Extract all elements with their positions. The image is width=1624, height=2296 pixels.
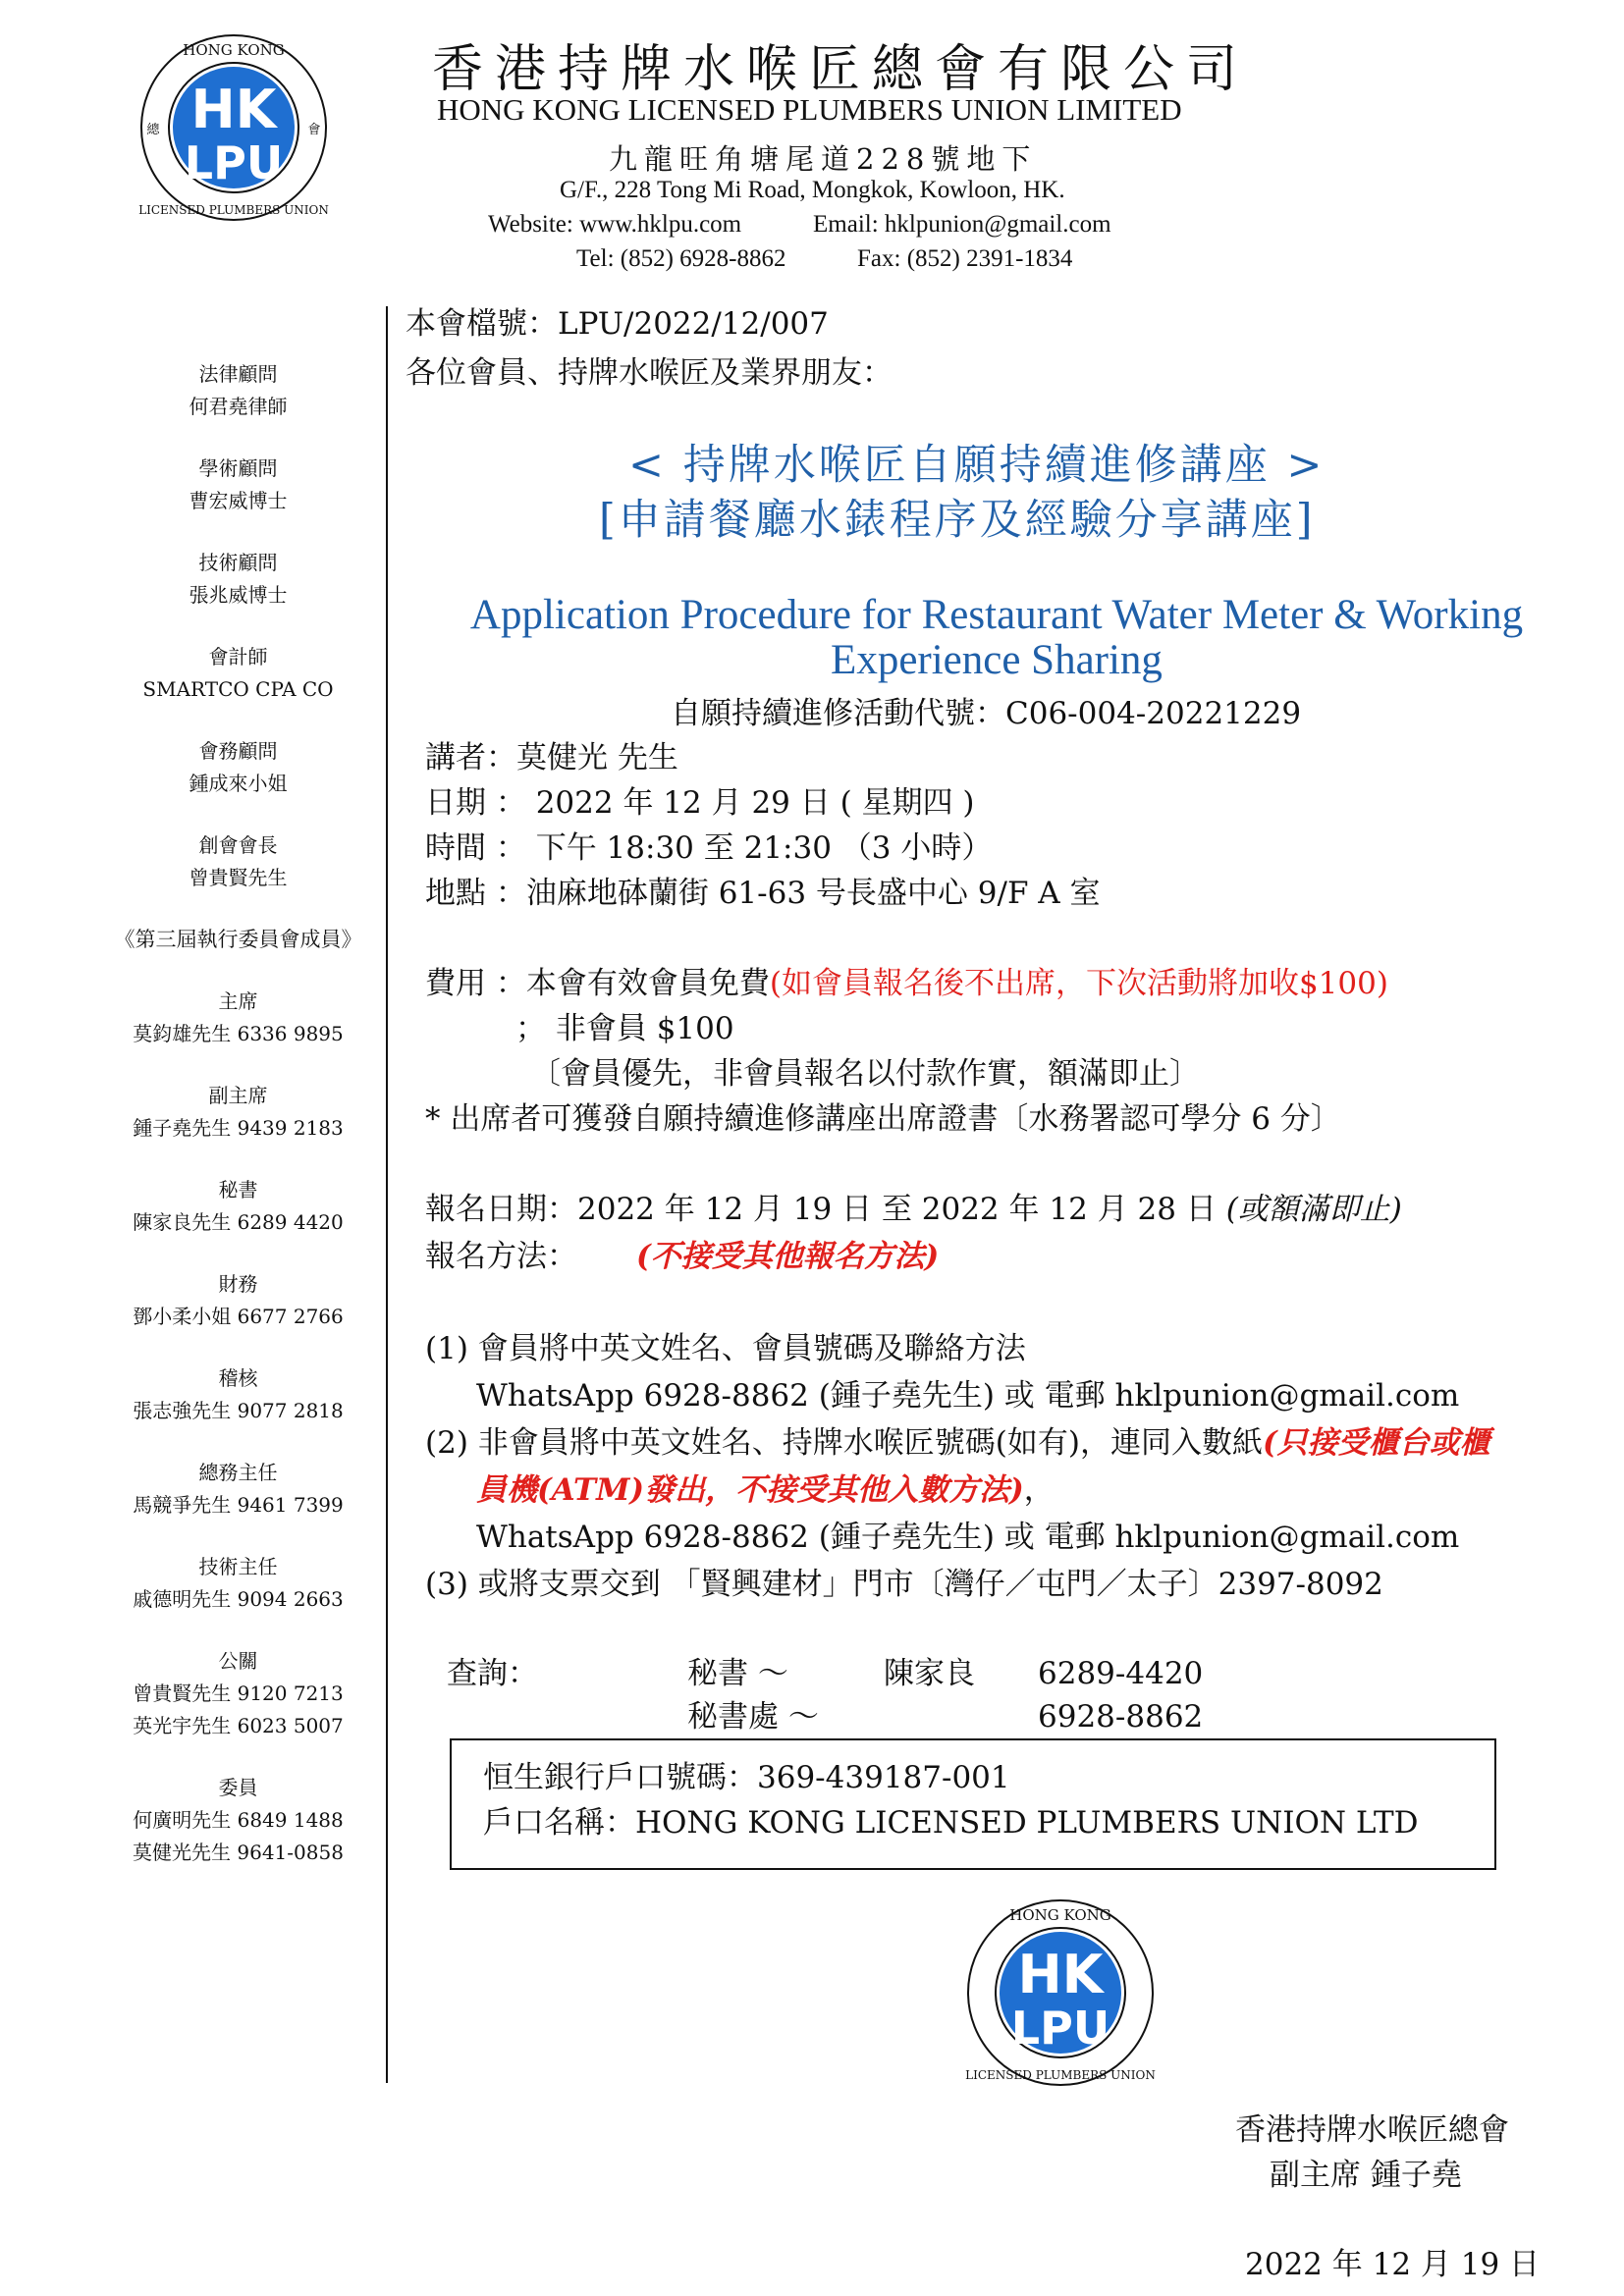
sidebar-member-name: 鍾成來小姐 [189,772,288,795]
sidebar-group [98,1268,378,1333]
logo-hk-text: HK [190,79,277,140]
fee-line [425,962,1388,1005]
sidebar-member-name: 英光宇先生 6023 5007 [133,1714,344,1737]
tel-text: Tel: (852) 6928-8862 [576,245,786,272]
bank-account-number: 恒生銀行戶口號碼：369-439187-001 [483,1760,1010,1795]
logo-ring-right-text: 會 [307,123,321,137]
sidebar-member-name: 鄧小柔小姐 6677 2766 [133,1305,344,1328]
sidebar-role-title: 總務主任 [198,1461,278,1484]
sidebar-group [98,358,378,423]
speaker: 講者：莫健光 先生 [425,740,678,775]
union-logo [135,29,332,226]
sidebar-member-name: 何廣明先生 6849 1488 [133,1808,344,1832]
enquiry-1-phone: 6289-4420 [1038,1656,1204,1691]
sidebar-member-name: 莫鈞雄先生 6336 9895 [133,1022,344,1045]
sidebar-member-name: 莫健光先生 9641-0858 [133,1841,344,1864]
sidebar-role-title: 副主席 [208,1084,268,1107]
method-2-line-2 [476,1468,1055,1512]
method-1-line-2: WhatsApp 6928-8862 (鍾子堯先生) 或 電郵 hklpunion@gmail.com [476,1378,1460,1414]
fee-non-member: ； 非會員 $100 [515,1011,734,1046]
sidebar-divider [386,306,388,2083]
method-2-line-3: WhatsApp 6928-8862 (鍾子堯先生) 或 電郵 hklpunion@gmail.com [476,1520,1460,1555]
sidebar-role-title: 主席 [218,989,258,1013]
sidebar-member-name: 曾貴賢先生 [189,866,288,889]
title-english-line2: Experience Sharing [831,637,1163,683]
method-2-line-1 [425,1421,1490,1465]
sidebar-member-name: 馬競爭先生 9461 7399 [133,1493,344,1517]
org-name-english: HONG KONG LICENSED PLUMBERS UNION LIMITED [437,92,1182,127]
logo-bottom-ring-top-text: HONG KONG [1009,1906,1111,1924]
sidebar-group [98,735,378,800]
registration-method-note: (不接受其他報名方法) [636,1239,940,1274]
title-english-line1: Application Procedure for Restaurant Water Meter & Working [469,592,1524,638]
bank-account-name: 戶口名稱：HONG KONG LICENSED PLUMBERS UNION LTD [483,1805,1419,1841]
sidebar-role-title: 委員 [218,1776,258,1799]
title-chinese-line2: [申請餐廳水錶程序及經驗分享講座] [599,496,1316,545]
sidebar-role-title: 會務顧問 [198,739,278,763]
sidebar-member-name: 曾貴賢先生 9120 7213 [133,1682,344,1705]
committee-heading: 《第三屆執行委員會成員》 [114,928,362,951]
sidebar-role-title: 公關 [218,1649,258,1673]
enquiry-2-phone: 6928-8862 [1038,1699,1204,1735]
sidebar-group [98,1551,378,1616]
method-2-comma: ， [1023,1472,1055,1508]
email-text: Email: hklpunion@gmail.com [813,211,1111,238]
union-logo-bottom [962,1895,1159,2091]
sidebar-role-title: 會計師 [208,645,268,668]
logo-lpu-text: LPU [184,136,284,189]
sidebar-role-title: 財務 [218,1272,258,1296]
title-chinese-line1: < 持牌水喉匠自願持續進修講座 > [628,441,1326,490]
sidebar-group [98,986,378,1050]
sidebar-member-name: 曹宏威博士 [189,489,288,512]
sidebar-member-name: 張兆威博士 [189,583,288,607]
registration-method-label: 報名方法： [425,1239,577,1274]
method-2-text: (2) 非會員將中英文姓名、持牌水喉匠號碼(如有)，連同入數紙 [425,1425,1263,1461]
sidebar-role-title: 技術顧問 [198,551,278,574]
signature-signer: 副主席 鍾子堯 [1270,2158,1462,2193]
logo-ring-left-text: 總 [146,123,160,137]
method-3: (3) 或將支票交到 「賢興建材」門市〔灣仔／屯門／太子〕2397-8092 [425,1567,1383,1602]
enquiry-2-role: 秘書處 ～ [687,1699,819,1735]
signature-org: 香港持牌水喉匠總會 [1235,2112,1509,2148]
sidebar [98,358,378,1898]
logo-bottom-ring-bottom-text: LICENSED PLUMBERS UNION [965,2068,1156,2082]
fee-priority-note: 〔會員優先，非會員報名以付款作實，額滿即止〕 [530,1056,1200,1092]
address-english: G/F., 228 Tong Mi Road, Mongkok, Kowloon, HK. [560,177,1065,203]
sidebar-member-name: 陳家良先生 6289 4420 [133,1210,344,1234]
sidebar-group [98,1772,378,1869]
reference-number: 本會檔號：LPU/2022/12/007 [406,306,829,342]
sidebar-member-name: 戚德明先生 9094 2663 [133,1587,344,1611]
sidebar-group [98,547,378,612]
event-venue: 地點 ：油麻地砵蘭街 61-63 号長盛中心 9/F A 室 [425,876,1101,911]
enquiry-label: 查詢： [447,1656,538,1691]
sidebar-member-name: 鍾子堯先生 9439 2183 [133,1116,344,1140]
sidebar-group [98,1645,378,1742]
bank-account-box [450,1738,1496,1870]
activity-code: 自願持續進修活動代號：C06-004-20221229 [671,696,1302,731]
registration-date-text: 報名日期：2022 年 12 月 19 日 至 2022 年 12 月 28 日 [425,1192,1217,1227]
method-2-red-note-2: 員機(ATM)發出，不接受其他入數方法) [476,1472,1024,1508]
method-2-red-note-1: (只接受櫃台或櫃 [1262,1425,1490,1461]
sidebar-member-name: 張志強先生 9077 2818 [133,1399,344,1422]
event-date: 日期 ： 2022 年 12 月 29 日 ( 星期四 ) [425,785,975,821]
sidebar-member-name: 何君堯律師 [189,395,288,418]
sidebar-role-title: 學術顧問 [198,456,278,480]
sidebar-group [98,829,378,894]
signature-date: 2022 年 12 月 19 日 [1245,2247,1541,2282]
logo-bottom-lpu-text: LPU [1010,2002,1110,2055]
method-1-line-1: (1) 會員將中英文姓名、會員號碼及聯絡方法 [425,1331,1026,1366]
registration-date-note: (或額滿即止) [1225,1192,1402,1227]
logo-ring-bottom-text: LICENSED PLUMBERS UNION [138,203,329,217]
org-name-chinese: 香港持牌水喉匠總會有限公司 [432,40,1250,99]
fee-no-show-note: (如會員報名後不出席，下次活動將加收$100) [769,966,1388,1001]
registration-method [425,1235,939,1278]
logo-ring-top-text: HONG KONG [183,41,285,59]
sidebar-member-name: SMARTCO CPA CO [142,677,334,701]
sidebar-role-title: 法律顧問 [198,362,278,386]
fax-text: Fax: (852) 2391-1834 [857,245,1073,272]
registration-date [425,1188,1402,1231]
sidebar-group [98,1362,378,1427]
salutation: 各位會員、持牌水喉匠及業界朋友： [406,355,893,391]
sidebar-role-title: 技術主任 [198,1555,278,1578]
sidebar-group [98,1174,378,1239]
address-chinese: 九龍旺角塘尾道228號地下 [609,142,1038,176]
sidebar-group [98,1457,378,1522]
sidebar-role-title: 創會會長 [198,833,278,857]
certificate-note: * 出席者可獲發自願持續進修講座出席證書〔水務署認可學分 6 分〕 [425,1101,1341,1137]
sidebar-group [98,1080,378,1145]
sidebar-role-title: 秘書 [218,1178,258,1201]
sidebar-role-title: 稽核 [218,1366,258,1390]
sidebar-group [98,453,378,517]
sidebar-group [98,641,378,706]
enquiry-1-name: 陳家良 [884,1656,975,1691]
event-time: 時間 ： 下午 18:30 至 21:30 （3 小時） [425,830,993,866]
enquiry-1-role: 秘書 ～ [687,1656,788,1691]
logo-bottom-hk-text: HK [1017,1944,1104,2005]
website-text: Website: www.hklpu.com [488,211,742,238]
fee-member: 費用 ：本會有效會員免費 [425,966,770,1001]
